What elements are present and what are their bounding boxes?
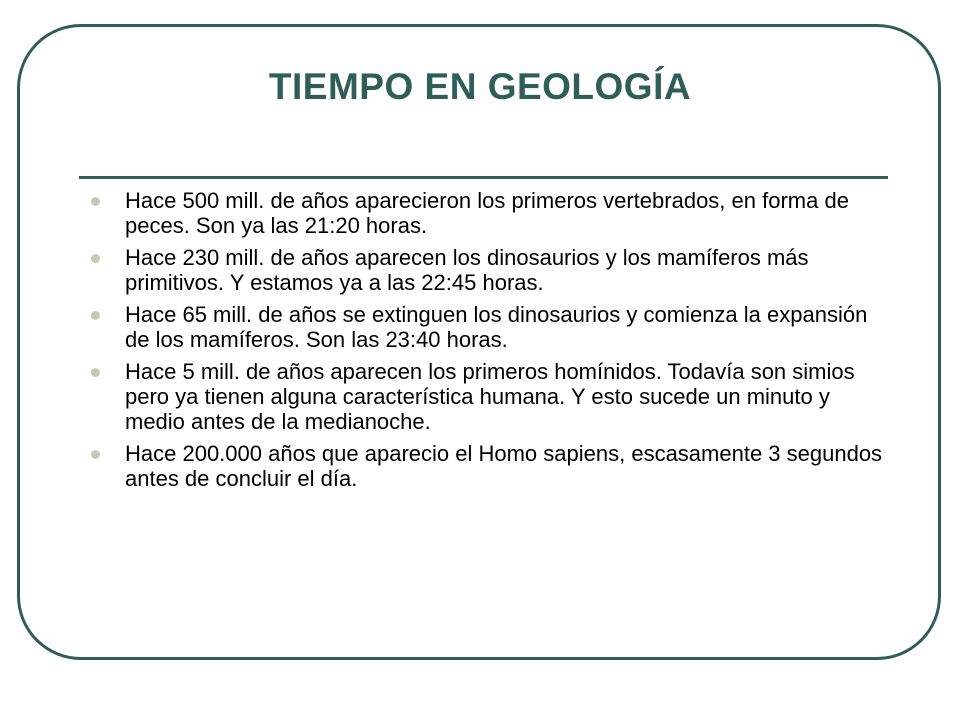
bullet-dot-icon bbox=[91, 311, 100, 320]
bullet-dot-icon bbox=[91, 368, 100, 377]
bullet-list bbox=[88, 188, 888, 498]
bullet-dot-icon bbox=[91, 197, 100, 206]
bullet-item-1 bbox=[88, 188, 888, 238]
bullet-dot-icon bbox=[91, 450, 100, 459]
bullet-dot-icon bbox=[91, 254, 100, 263]
bullet-text: Hace 230 mill. de años aparecen los dinosaurios y los mamíferos más primitivos. Y estamos ya a las 22:45 horas. bbox=[125, 245, 809, 295]
title-divider bbox=[79, 176, 888, 179]
bullet-text: Hace 500 mill. de años aparecieron los primeros vertebrados, en forma de peces. Son ya las 21:20 horas. bbox=[125, 188, 849, 238]
bullet-item-3 bbox=[88, 302, 888, 352]
bullet-text: Hace 200.000 años que aparecio el Homo sapiens, escasamente 3 segundos antes de concluir el día. bbox=[125, 441, 883, 491]
bullet-text: Hace 5 mill. de años aparecen los primeros homínidos. Todavía son simios pero ya tienen alguna característica humana. Y esto sucede un minuto y medio antes de la medianoche. bbox=[125, 359, 855, 434]
bullet-item-5 bbox=[88, 441, 888, 491]
bullet-item-4 bbox=[88, 359, 888, 434]
slide-title: TIEMPO EN GEOLOGÍA bbox=[268, 66, 692, 107]
bullet-item-2 bbox=[88, 245, 888, 295]
bullet-text: Hace 65 mill. de años se extinguen los dinosaurios y comienza la expansión de los mamíferos. Son las 23:40 horas. bbox=[125, 302, 868, 352]
